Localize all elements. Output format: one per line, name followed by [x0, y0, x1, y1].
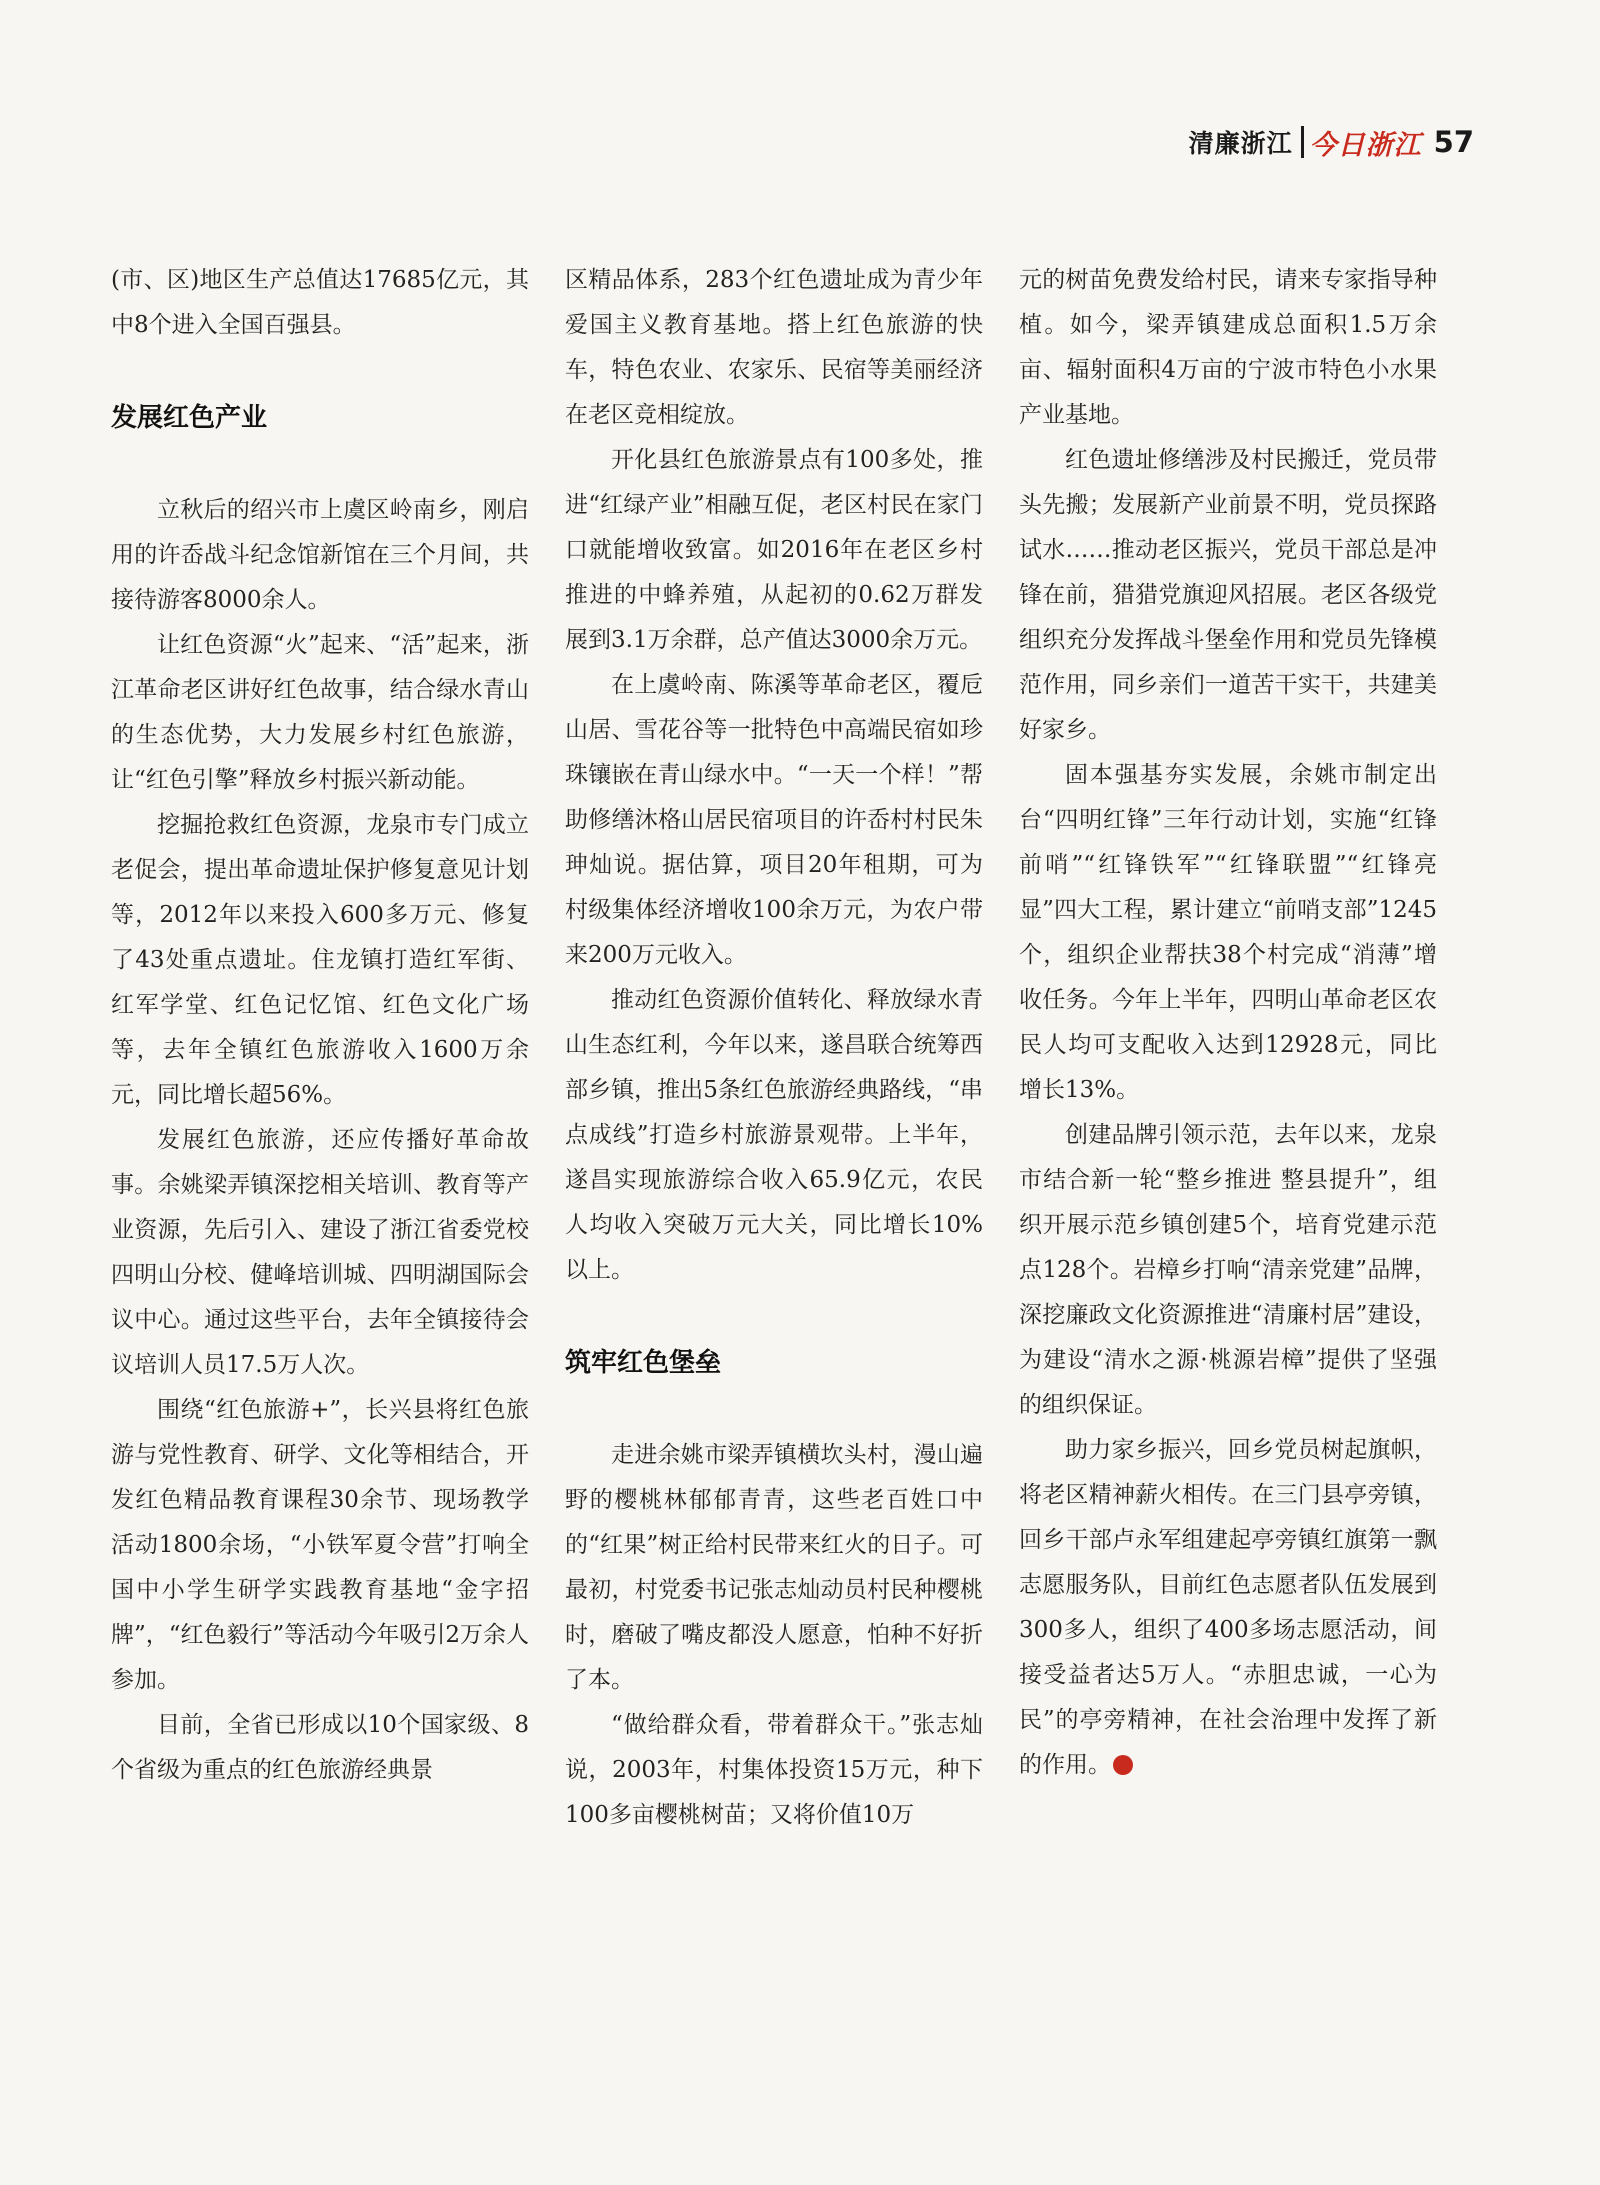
paragraph: 创建品牌引领示范，去年以来，龙泉市结合新一轮“整乡推进 整县提升”，组织开展示范乡镇创建5个，培育党建示范点128个。岩樟乡打响“清亲党建”品牌，深挖廉政文化资源推进“清廉村居”建设，为建设“清水之源·桃源岩樟”提供了坚强的组织保证。 — [1019, 1122, 1437, 1418]
page-number: 57 — [1433, 125, 1474, 159]
section-heading: 发展红色产业 — [111, 403, 268, 433]
header-divider — [1301, 126, 1304, 158]
article-column-2 — [565, 258, 983, 1838]
section-title: 清廉浙江 — [1188, 129, 1293, 158]
paragraph: 元的树苗免费发给村民，请来专家指导种植。如今，梁弄镇建成总面积1.5万余亩、辐射面积4万亩的宁波市特色小水果产业基地。 — [1019, 267, 1437, 428]
paragraph: 助力家乡振兴，回乡党员树起旗帜，将老区精神薪火相传。在三门县亭旁镇，回乡干部卢永军组建起亭旁镇红旗第一飘志愿服务队，目前红色志愿者队伍发展到300多人，组织了400多场志愿活动，间接受益者达5万人。“赤胆忠诚，一心为民”的亭旁精神，在社会治理中发挥了新的作用。 — [1019, 1437, 1437, 1778]
paragraph: 固本强基夯实发展，余姚市制定出台“四明红锋”三年行动计划，实施“红锋前哨”“红锋铁军”“红锋联盟”“红锋亮显”四大工程，累计建立“前哨支部”1245个，组织企业帮扶38个村完成“消薄”增收任务。今年上半年，四明山革命老区农民人均可支配收入达到12928元，同比增长13%。 — [1019, 762, 1437, 1103]
end-mark-icon — [1113, 1755, 1133, 1775]
section-heading: 筑牢红色堡垒 — [565, 1348, 722, 1378]
paragraph: 围绕“红色旅游+”，长兴县将红色旅游与党性教育、研学、文化等相结合，开发红色精品教育课程30余节、现场教学活动1800余场，“小铁军夏令营”打响全国中小学生研学实践教育基地“金字招牌”，“红色毅行”等活动今年吸引2万余人参加。 — [111, 1397, 529, 1693]
magazine-logo: 今日浙江 — [1309, 129, 1422, 161]
page-header — [1189, 122, 1474, 162]
paragraph: 红色遗址修缮涉及村民搬迁，党员带头先搬；发展新产业前景不明，党员探路试水……推动老区振兴，党员干部总是冲锋在前，猎猎党旗迎风招展。老区各级党组织充分发挥战斗堡垒作用和党员先锋模范作用，同乡亲们一道苦干实干，共建美好家乡。 — [1019, 447, 1437, 743]
paragraph: 目前，全省已形成以10个国家级、8个省级为重点的红色旅游经典景 — [111, 1712, 529, 1783]
paragraph: 区精品体系，283个红色遗址成为青少年爱国主义教育基地。搭上红色旅游的快车，特色农业、农家乐、民宿等美丽经济在老区竞相绽放。 — [565, 267, 983, 428]
article-column-1 — [111, 258, 529, 1793]
paragraph: 发展红色旅游，还应传播好革命故事。余姚梁弄镇深挖相关培训、教育等产业资源，先后引入、建设了浙江省委党校四明山分校、健峰培训城、四明湖国际会议中心。通过这些平台，去年全镇接待会议培训人员17.5万人次。 — [111, 1127, 529, 1378]
paragraph: (市、区)地区生产总值达17685亿元，其中8个进入全国百强县。 — [111, 267, 529, 338]
paragraph: 在上虞岭南、陈溪等革命老区，覆卮山居、雪花谷等一批特色中高端民宿如珍珠镶嵌在青山绿水中。“一天一个样！”帮助修缮沐格山居民宿项目的许岙村村民朱珅灿说。据估算，项目20年租期，可为村级集体经济增收100余万元，为农户带来200万元收入。 — [565, 672, 983, 968]
paragraph: 开化县红色旅游景点有100多处，推进“红绿产业”相融互促，老区村民在家门口就能增收致富。如2016年在老区乡村推进的中蜂养殖，从起初的0.62万群发展到3.1万余群，总产值达3000余万元。 — [565, 447, 983, 653]
article-column-3 — [1019, 258, 1437, 1788]
paragraph: 走进余姚市梁弄镇横坎头村，漫山遍野的樱桃林郁郁青青，这些老百姓口中的“红果”树正给村民带来红火的日子。可最初，村党委书记张志灿动员村民种樱桃时，磨破了嘴皮都没人愿意，怕种不好折了本。 — [565, 1442, 983, 1693]
paragraph: 推动红色资源价值转化、释放绿水青山生态红利，今年以来，遂昌联合统筹西部乡镇，推出5条红色旅游经典路线，“串点成线”打造乡村旅游景观带。上半年，遂昌实现旅游综合收入65.9亿元，农民人均收入突破万元大关，同比增长10%以上。 — [565, 987, 983, 1283]
paragraph: 挖掘抢救红色资源，龙泉市专门成立老促会，提出革命遗址保护修复意见计划等，2012年以来投入600多万元、修复了43处重点遗址。住龙镇打造红军街、红军学堂、红色记忆馆、红色文化广场等，去年全镇红色旅游收入1600万余元，同比增长超56%。 — [111, 812, 529, 1108]
paragraph: 让红色资源“火”起来、“活”起来，浙江革命老区讲好红色故事，结合绿水青山的生态优势，大力发展乡村红色旅游，让“红色引擎”释放乡村振兴新动能。 — [111, 632, 529, 793]
paragraph: 立秋后的绍兴市上虞区岭南乡，刚启用的许岙战斗纪念馆新馆在三个月间，共接待游客8000余人。 — [111, 497, 529, 613]
paragraph: “做给群众看，带着群众干。”张志灿说，2003年，村集体投资15万元，种下100多亩樱桃树苗；又将价值10万 — [565, 1712, 983, 1828]
